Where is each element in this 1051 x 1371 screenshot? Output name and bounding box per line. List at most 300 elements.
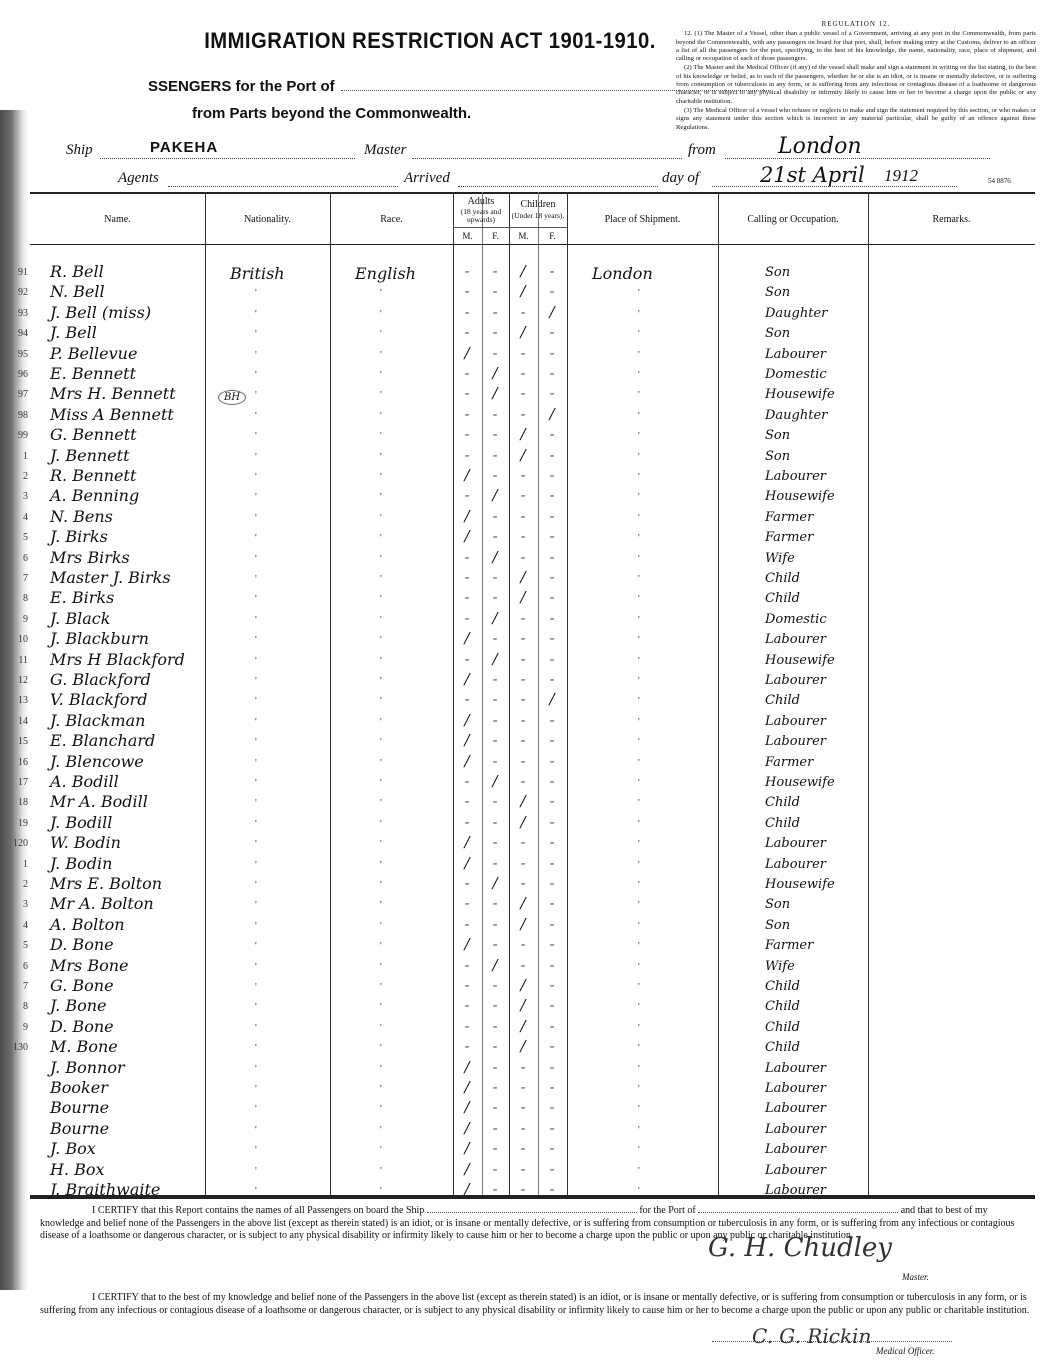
table-row [23,486,1035,506]
table-row [23,914,1035,935]
blank-dash: - [464,649,470,668]
ditto-mark: ' [638,778,640,789]
table-row [23,955,1035,976]
table-row [18,364,1035,384]
blank-dash: - [492,1118,498,1137]
blank-dash: - [520,629,526,648]
ditto-mark: ' [638,1124,640,1136]
ditto-mark: ' [380,410,382,422]
table-row [18,812,1035,833]
ditto-mark: ' [255,288,257,300]
ditto-mark: ' [255,410,257,422]
sub-header-line [453,227,567,228]
blank-dash: - [464,690,470,709]
ditto-mark: ' [380,614,382,626]
medical-certificate [40,1292,1030,1317]
blank-dash: - [549,935,555,954]
table-row [30,1119,1035,1139]
blank-dash: - [520,364,526,382]
row-number: 4 [23,511,28,523]
passenger-name: D. Bone [50,935,114,955]
count-mark: / [492,772,498,790]
regulation-para-3: (3) The Medical Officer of a vessel who refuses or neglects to make and sign the statement required by this section, or who makes or signs any statement under this section which is incorrect in any material particular, shall be guilty of an offence against these Regulations. [676,106,1036,131]
ditto-mark: ' [380,329,382,341]
blank-dash: - [464,404,470,423]
occupation: Son [765,326,791,342]
blank-dash: - [520,527,526,546]
ditto-mark: ' [255,533,257,545]
passenger-name: J. Box [50,1139,96,1159]
blank-dash: - [492,894,498,913]
ditto-mark: ' [255,370,257,381]
ditto-mark: ' [255,696,257,708]
blank-dash: - [549,1118,555,1137]
ditto-mark: ' [255,1104,257,1116]
occupation: Housewife [765,489,835,505]
blank-dash: - [549,1078,555,1096]
table-row [18,731,1035,751]
occupation: Labourer [765,1101,827,1117]
occupation: Labourer [765,1162,827,1178]
occupation: Labourer [765,1121,827,1137]
count-mark: / [492,955,498,974]
table-row [18,710,1035,731]
table-row [18,425,1035,445]
blank-dash: - [464,445,470,464]
ditto-mark: ' [255,1043,257,1055]
passenger-name: G. Blackford [50,670,151,689]
blank-dash: - [464,364,470,382]
row-number: 91 [18,267,28,278]
blank-dash: - [464,955,470,974]
count-mark: / [464,343,470,362]
passenger-name: J. Bodill [50,812,113,832]
table-row [23,568,1035,588]
blank-dash: - [492,853,498,872]
table-row [23,1016,1035,1037]
ditto-mark: ' [638,798,640,810]
form-number: 54 8876 [988,177,1011,185]
blank-dash: - [549,670,555,688]
blank-dash: - [492,1098,498,1117]
blank-dash: - [492,1016,498,1035]
col-adult-m: M. [462,231,473,241]
passenger-name: R. Bell [50,262,104,281]
table-row [18,670,1035,690]
col-race: Race. [380,214,403,225]
blank-dash: - [464,792,470,811]
ditto-mark: ' [638,757,640,769]
occupation: Labourer [765,469,827,484]
table-row [23,894,1035,914]
ditto-mark: ' [255,431,257,443]
ditto-mark: ' [255,859,257,871]
regulation-block [676,20,1036,133]
ditto-mark: ' [638,492,640,504]
ditto-mark: ' [255,757,257,769]
ditto-mark: ' [380,492,382,504]
ditto-mark: ' [255,349,257,361]
row-number: 120 [13,838,28,850]
blank-dash: - [549,751,555,770]
blank-dash: - [464,282,470,301]
ditto-mark: ' [255,472,257,483]
occupation: Housewife [765,775,835,790]
blank-dash: - [549,996,555,1015]
blank-dash: - [492,670,498,688]
passenger-name: A. Benning [50,486,140,506]
blank-dash: - [549,608,555,627]
ditto-mark: ' [638,655,640,667]
occupation: Farmer [765,509,814,525]
ditto-mark: ' [638,1002,640,1014]
occupation: Daughter [765,305,828,321]
ditto-mark: ' [255,1165,257,1177]
ditto-mark: ' [638,472,640,483]
ditto-mark: ' [638,982,640,993]
table-row [23,547,1035,568]
ditto-mark: ' [380,431,382,443]
ditto-mark: ' [380,553,382,565]
blank-dash: - [464,914,470,933]
blank-dash: - [549,1037,555,1056]
ditto-mark: ' [255,798,257,810]
table-row [30,1098,1035,1118]
passenger-name: Miss A Bennett [50,404,174,424]
passenger-name: R. Bennett [50,466,137,485]
blank-dash: - [464,302,470,321]
ditto-mark: ' [380,308,382,320]
blank-dash: - [520,649,526,668]
passenger-name: Mrs H Blackford [50,649,185,669]
passenger-name: N. Bell [50,282,105,302]
occupation: Child [765,815,800,831]
blank-dash: - [492,976,498,994]
blank-dash: - [492,1139,498,1158]
count-mark: / [464,1057,470,1076]
passenger-name: M. Bone [50,1037,118,1057]
row-number: 95 [18,348,28,360]
row-number: 98 [18,409,28,421]
blank-dash: - [520,751,526,770]
blank-dash: - [520,486,526,505]
table-row [18,302,1035,323]
ditto-mark: ' [638,635,640,647]
blank-dash: - [520,1118,526,1137]
table-row [30,1078,1035,1098]
occupation: Domestic [765,611,827,627]
ditto-mark: ' [255,737,257,749]
ditto-mark: ' [255,329,257,341]
blank-dash: - [520,302,526,321]
blank-dash: - [464,996,470,1015]
ditto-mark: ' [638,716,640,728]
blank-dash: - [492,792,498,811]
passenger-name: J. Bell [50,323,97,343]
blank-dash: - [520,1180,526,1198]
table-row [18,323,1035,343]
count-mark: / [520,1037,526,1056]
ditto-mark: ' [380,1145,382,1157]
row-number: 94 [18,328,28,340]
blank-dash: - [549,547,555,566]
count-mark: / [492,649,498,668]
blank-dash: - [549,710,555,729]
occupation: Son [765,285,791,301]
table-row [23,935,1035,955]
row-number: 8 [23,593,28,605]
ditto-mark: ' [255,778,257,789]
col-adults: Adults [467,196,495,207]
ditto-mark: ' [255,982,257,993]
row-number: 9 [23,1021,28,1033]
ditto-mark: ' [638,737,640,749]
table-row [23,588,1035,608]
count-mark: / [464,527,470,546]
from-label: from [688,142,716,158]
blank-dash: - [492,690,498,709]
row-number: 1 [23,858,28,870]
row-number: 2 [23,879,28,890]
ditto-mark: ' [255,900,257,912]
occupation: Child [765,1040,800,1056]
ditto-mark: ' [255,635,257,647]
occupation: Labourer [765,1142,827,1158]
header-bottom-line [30,244,1035,245]
blank-dash: - [549,466,555,484]
occupation: Child [765,693,800,709]
passenger-name: A. Bolton [50,914,125,934]
blank-dash: - [492,996,498,1015]
ditto-mark: ' [638,512,640,524]
ditto-mark: ' [380,982,382,993]
certificate-rule [30,1195,1035,1197]
blank-dash: - [549,1098,555,1117]
ditto-mark: ' [638,329,640,341]
ditto-mark: ' [638,839,640,851]
ditto-mark: ' [638,920,640,932]
count-mark: / [464,1118,470,1137]
occupation: Farmer [765,754,814,770]
blank-dash: - [520,1078,526,1096]
count-mark: / [464,833,470,852]
occupation: Daughter [765,407,828,423]
ditto-mark: ' [638,1186,640,1197]
count-mark: / [464,751,470,770]
blank-dash: - [520,690,526,709]
ditto-mark: ' [638,900,640,912]
col-name: Name. [104,214,131,225]
blank-dash: - [549,384,555,403]
blank-dash: - [520,1139,526,1158]
table-row [30,1139,1035,1159]
table-row [18,792,1035,812]
blank-dash: - [549,772,555,790]
ditto-mark: ' [255,451,257,463]
occupation: Labourer [765,1183,827,1198]
occupation: Wife [765,958,795,974]
master-label: Master [364,142,407,158]
row-number: 11 [18,654,28,666]
blank-dash: - [520,833,526,852]
row-number: 18 [18,797,28,809]
ditto-mark: ' [380,1124,382,1136]
ditto-mark: ' [380,1043,382,1055]
blank-dash: - [549,833,555,852]
ditto-mark: ' [380,349,382,361]
blank-dash: - [492,588,498,607]
blank-dash: - [492,323,498,342]
ditto-mark: ' [255,1084,257,1095]
ditto-mark: ' [380,941,382,953]
ditto-mark: ' [638,676,640,687]
blank-dash: - [549,874,555,892]
occupation: Child [765,1019,800,1035]
ditto-mark: ' [380,900,382,912]
ditto-mark: ' [255,492,257,504]
blank-dash: - [520,955,526,974]
ditto-mark: ' [638,431,640,443]
blank-dash: - [464,425,470,444]
ditto-mark: ' [380,818,382,830]
ditto-mark: ' [255,676,257,687]
passenger-name: J. Black [50,608,111,628]
count-mark: / [520,262,526,280]
row-number: 93 [18,307,28,319]
passenger-name: Mr A. Bolton [50,894,154,914]
passenger-name: E. Birks [50,588,115,608]
count-mark: / [464,1159,470,1178]
arrival-year: 1912 [884,166,918,185]
count-mark: / [492,364,498,382]
ditto-mark: ' [638,533,640,545]
blank-dash: - [549,1057,555,1076]
ditto-mark: ' [380,880,382,891]
ditto-mark: ' [255,553,257,565]
row-number: 9 [23,613,28,625]
occupation: Child [765,979,800,994]
ditto-mark: ' [255,1022,257,1034]
ditto-mark: ' [638,1145,640,1157]
ditto-mark: ' [380,390,382,402]
ditto-mark: ' [255,880,257,891]
blank-dash: - [549,649,555,668]
table-row [30,1058,1035,1078]
ditto-mark: ' [380,472,382,483]
count-mark: / [520,568,526,586]
count-mark: / [464,1078,470,1096]
regulation-para-2: (2) The Master and the Medical Officer (if any) of the vessel shall make and sign a statement in writing on the list stating, to the best of his knowledge or belief, as to each of the passengers, whether he or she is an idiot, or is insane or mentally defective, or is suffering from consumption or tuberculosis in any form, or is suffering from any infectious or contagious disease of a loathsome or dangerous character, or is subject to any physical disability or infirmity likely to cause him or her to become a charge upon the public or any charitable institution. [676,64,1036,105]
table-row [18,629,1035,649]
blank-dash: - [492,1037,498,1056]
row-number: 14 [18,715,28,727]
col-remarks: Remarks. [932,214,971,225]
ditto-mark: ' [380,961,382,973]
table-row [18,384,1035,404]
ditto-mark: ' [255,1063,257,1075]
ditto-mark: ' [638,370,640,381]
arrived-dots [458,186,658,187]
passenger-name: Mrs H. Bennett [50,384,176,404]
blank-dash: - [492,751,498,770]
passenger-name: D. Bone [50,1016,114,1036]
master-cert-a: I CERTIFY that this Report contains the names of all Passengers on board the Ship [92,1205,425,1216]
ditto-mark: ' [638,1104,640,1116]
blank-dash: - [549,812,555,831]
occupation: Child [765,795,800,811]
passenger-name: E. Bennett [50,364,137,383]
row-number: 12 [18,675,28,686]
occupation: Son [765,265,791,280]
occupation: Son [765,448,791,464]
from-port: London [778,134,862,159]
ditto-mark: ' [638,594,640,606]
ditto-mark: ' [638,553,640,565]
passenger-name: A. Bodill [50,772,119,791]
passenger-name: J. Bodin [50,853,113,873]
table-row [13,1037,1035,1057]
occupation: Labourer [765,1081,827,1096]
passenger-name: Master J. Birks [50,568,171,587]
blank-dash: - [520,772,526,790]
table-row [18,343,1035,364]
blank-dash: - [464,384,470,403]
occupation: Labourer [765,1060,827,1076]
row-number: 99 [18,430,28,442]
blank-dash: - [464,547,470,566]
count-mark: / [520,425,526,444]
blank-dash: - [492,1180,498,1198]
ditto-mark: ' [380,1165,382,1177]
blank-dash: - [549,1016,555,1035]
ditto-mark: ' [638,349,640,361]
ditto-mark: ' [380,1002,382,1014]
ditto-mark: ' [255,614,257,626]
cert-port-dots [698,1212,898,1213]
ditto-mark: ' [380,512,382,524]
ditto-mark: ' [380,1063,382,1075]
blank-dash: - [549,568,555,586]
occupation: Labourer [765,836,827,852]
blank-dash: - [492,833,498,852]
col-child-f: F. [549,231,556,241]
occupation: Domestic [765,367,827,382]
ditto-mark: ' [380,716,382,728]
ditto-mark: ' [255,1124,257,1136]
table-row [23,445,1035,466]
blank-dash: - [520,384,526,403]
blank-dash: - [549,792,555,811]
ditto-mark: ' [638,696,640,708]
ditto-mark: ' [380,839,382,851]
form-title: IMMIGRATION RESTRICTION ACT 1901-1910. [204,28,656,53]
ditto-mark: ' [380,574,382,585]
blank-dash: - [549,486,555,505]
regulation-para-1: 12. (1) The Master of a Vessel, other than a public vessel of a Government, arriving at any port in the Commonwealth, from parts beyond the Commonwealth, with any passengers on board for that port, shall, before making entry at the Customs, deliver to an officer a list of all the passengers for the port, specifying, to the best of his knowledge, the name, nationality, race, place of shipment, and calling or occupation of each of those passengers. [676,30,1036,63]
col-nationality: Nationality. [244,214,291,225]
col-children: Children [520,199,556,210]
count-mark: / [520,445,526,464]
row-number: 130 [13,1042,28,1054]
table-row [18,262,1035,282]
count-mark: / [464,1180,470,1198]
cert-ship-dots [427,1212,637,1213]
ditto-mark: ' [255,839,257,851]
count-mark: / [520,996,526,1015]
col-calling: Calling or Occupation. [747,214,839,225]
blank-dash: - [464,588,470,607]
occupation: Farmer [765,938,814,954]
